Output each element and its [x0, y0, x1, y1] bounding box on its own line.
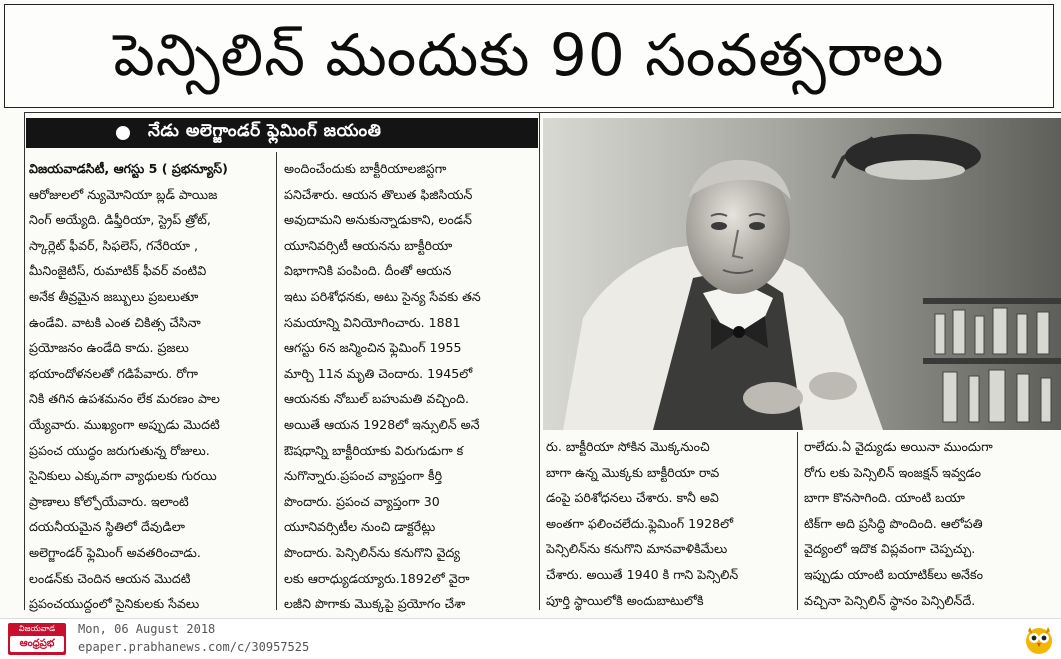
owl-icon[interactable] — [1023, 623, 1055, 655]
article-line: మార్చి 11న మృతి చెందారు. 1945లో — [284, 365, 473, 381]
article-line: బాగా కొనసాగింది. యాంటి బయా — [804, 490, 965, 506]
article-line: లండన్‌కు చెందిన ఆయన మొదటి — [29, 570, 191, 586]
column-rule — [276, 152, 277, 610]
article-line: స్కార్లెట్ ఫీవర్, సిఫలెస్, గనేరియా , — [29, 237, 199, 253]
article-column-4 — [804, 434, 1058, 613]
headline: పెన్సిలిన్ మందుకు 90 సంవత్సరాలు — [113, 21, 945, 89]
article-line: పొందారు. ప్రపంచ వ్యాప్తంగా 30 — [284, 493, 440, 509]
article-line: ఆరోజులలో న్యుమోనియా బ్లడ్ పాయిజ — [29, 186, 218, 202]
article-line: ఉండేవి. వాటకి ఎంత చికిత్స చేసినా — [29, 314, 201, 330]
article-line: సమయాన్ని వినియోగించారు. 1881 — [284, 314, 461, 330]
article-line: య్యేవారు. ముఖ్యంగా అప్పుడు మొదటి — [29, 416, 220, 432]
article-line: విజయవాడసిటీ, ఆగస్టు 5 ( ప్రభన్యూస్) — [29, 161, 228, 176]
article-line: నుగొన్నారు.ప్రపంచ వ్యాప్తంగా కీర్తి — [284, 468, 443, 484]
article-line: మీనింజైటిస్, రుమాటిక్ ఫీవర్ వంటివి — [29, 263, 207, 279]
article-line: పూర్తి స్థాయిలోకి అందుబాటులోకి — [546, 592, 704, 608]
kicker-text: నేడు అలెగ్జాండర్ ఫ్లెమింగ్ జయంతి — [148, 121, 382, 141]
article-line: ప్రపంచయుద్దంలో సైనికులకు సేవలు — [29, 596, 200, 612]
article-line: రు. బాక్టీరియా సోకిన మొక్కనుంచి — [546, 439, 710, 454]
article-line: రోగు లకు పెన్సిలిన్ ఇంజక్షన్ ఇవ్వడం — [804, 464, 982, 480]
article-line: చేశారు. అయితే 1940 కి గాని పెన్సిలిన్ — [546, 566, 739, 582]
article-line: రాలేదు.ఏ వైద్యుడు అయినా ముందుగా — [804, 439, 993, 454]
article-line: పెన్సిలిన్‌ను కనుగొని మానవాళికిమేలు — [546, 541, 728, 557]
article-line: ప్రయోజనం ఉండేది కాదు. ప్రజలు — [29, 340, 189, 356]
article-line: ఔషధాన్ని బాక్టీరియాకు విరుగుడుగా క — [284, 442, 464, 458]
article-line: అందించేందుకు బాక్టీరియాలజిస్టగా — [284, 161, 447, 176]
column-rule — [797, 432, 798, 610]
article-line: ఇప్పుడు యాంటి బయాటిక్‌లు అనేకం — [804, 566, 983, 582]
article-column-3 — [546, 434, 794, 613]
article-line: ఆగస్టు 6న జన్మించిన ఫ్లెమింగ్ 1955 — [284, 340, 462, 356]
article-line: అలెగ్జాండర్ ఫ్లెమింగ్ అవతరించాడు. — [29, 544, 201, 560]
column-rule — [539, 112, 540, 610]
article-line: అంతగా ఫలించలేదు.ఫ్లెమింగ్ 1928లో — [546, 515, 734, 531]
article-line: లజీని పొగాకు మొక్కపై ప్రయోగం చేశా — [284, 596, 466, 612]
bullet-icon — [116, 126, 130, 140]
article-line: టిక్‌గా అది ప్రసిద్ధి పొందింది. ఆలోపతి — [804, 515, 983, 531]
logo-edition: విజయవాడ — [18, 624, 56, 633]
column-rule — [24, 112, 25, 610]
article-line: అనేక తీవ్రమైన జబ్బులు ప్రబలుతూ — [29, 288, 199, 304]
article-line: వైద్యంలో ఇదొక విప్లవంగా చెప్పచ్చు. — [804, 541, 976, 557]
article-line: దయనీయమైన స్థితిలో దేవుడిలా — [29, 519, 185, 535]
epaper-link[interactable]: epaper.prabhanews.com/c/30957525 — [78, 640, 310, 654]
publish-date: Mon, 06 August 2018 — [78, 622, 216, 636]
article-line: బాగా ఉన్న మొక్కకు బాక్టీరియా రావ — [546, 464, 720, 480]
epaper-footer — [0, 618, 1061, 659]
article-line: అవుదామని అనుకున్నాడుకాని, లండన్ — [284, 212, 472, 228]
article-line: డంపై పరిశోధనలు చేశారు. కానీ అవి — [546, 490, 719, 506]
article-line: భయాందోళనలతో గడిపేవారు. రోగా — [29, 365, 198, 381]
article-line: ఇటు పరిశోధనకు, అటు సైన్య సేవకు తన — [284, 288, 481, 304]
article-line: వచ్చినా పెన్సిలిన్ స్థానం పెన్సిలిన్‌దే. — [804, 592, 976, 608]
article-line: నికి తగిన ఉపశమనం లేక మరణం పాల — [29, 391, 220, 407]
article-line: పనిచేశారు. ఆయన తొలుత ఫిజిసియన్ — [284, 186, 473, 202]
article-line: నింగ్ అయ్యేది. డిఫ్తీరియా, స్ట్రెప్ త్రోట్, — [29, 212, 211, 228]
kicker-bar — [26, 118, 538, 148]
article-line: లకు ఆరాధ్యుడయ్యారు.1892లో వైరా — [284, 570, 470, 586]
article-line: అయితే ఆయన 1928లో ఇన్సులిన్ అనే — [284, 416, 480, 432]
article-line: యూనివర్సిటీల నుంచి డాక్టరేట్లు — [284, 519, 436, 535]
article-column-1 — [29, 156, 273, 617]
andhraprabha-logo[interactable] — [8, 623, 66, 655]
fleming-photo — [543, 118, 1061, 430]
article-line: సైనికులు ఎక్కువగా వ్యాధులకు గురయి — [29, 468, 217, 484]
article-line: ప్రపంచ యుద్ధం జరుగుతున్న రోజులు. — [29, 442, 210, 458]
article-line: యూనివర్సిటీ ఆయనను బాక్టీరియా — [284, 237, 453, 253]
article-line: ఆయనకు నోబుల్ బహుమతి వచ్చింది. — [284, 391, 469, 407]
column-rule — [24, 112, 1061, 113]
headline-box — [4, 4, 1054, 108]
article-line: విభాగానికి పంపింది. దీంతో ఆయన — [284, 263, 452, 279]
article-column-2 — [284, 156, 536, 617]
article-line: పొందారు. పెన్సిలిన్‌ను కనుగొని వైద్య — [284, 544, 460, 560]
article-line: ప్రాణాలు కోల్పోయేవారు. ఇలాంటి — [29, 493, 189, 509]
logo-brand: ఆంధ్రప్రభ — [10, 636, 64, 652]
